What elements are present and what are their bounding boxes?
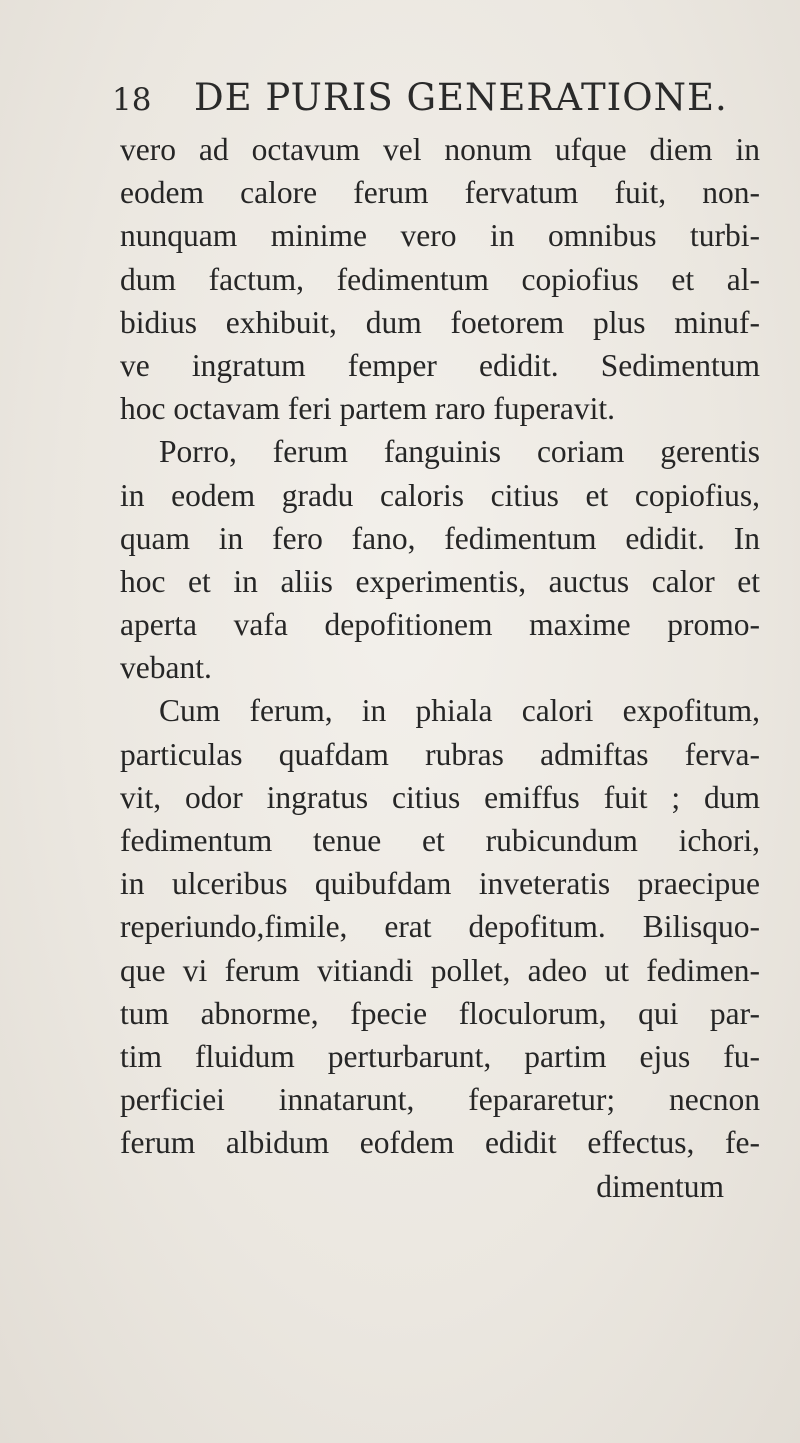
text-line: ferum albidum eofdem edidit effectus, fe-: [120, 1125, 760, 1161]
text-line: nunquam minime vero in omnibus turbi-: [120, 218, 760, 254]
text-line: bidius exhibuit, dum foetorem plus minuf-: [120, 304, 760, 340]
text-line: reperiundo,fimile, erat depofitum. Bilisquo-: [120, 909, 760, 945]
page-number: 18: [112, 82, 152, 118]
text-line: aperta vafa depofitionem maxime promo-: [120, 607, 760, 643]
text-line: hoc octavam feri partem raro fuperavit.: [120, 391, 616, 427]
text-line: fedimentum tenue et rubicundum ichori,: [120, 823, 760, 858]
text-line: ve ingratum femper edidit. Sedimentum: [120, 347, 760, 383]
page-header: [112, 76, 732, 126]
body-text: [120, 128, 760, 1208]
text-line: perficiei innatarunt, fepararetur; necnon: [120, 1082, 760, 1118]
running-title: DE PURIS GENERATIONE.: [194, 76, 728, 119]
text-line: vebant.: [120, 650, 212, 686]
text-line: in eodem gradu caloris citius et copiofius,: [120, 477, 760, 513]
text-line: hoc et in aliis experimentis, auctus calor et: [120, 563, 760, 599]
text-line: Cum ferum, in phiala calori expofitum,: [159, 693, 760, 729]
text-line: Porro, ferum fanguinis coriam gerentis: [159, 434, 760, 470]
text-line: in ulceribus quibufdam inveteratis praecipue: [120, 866, 760, 902]
catchword: dimentum: [596, 1168, 724, 1204]
text-line: vero ad octavum vel nonum ufque diem in: [120, 132, 760, 167]
text-line: dum factum, fedimentum copiofius et al-: [120, 261, 760, 297]
text-line: tim fluidum perturbarunt, partim ejus fu-: [120, 1038, 760, 1074]
text-line: que vi ferum vitiandi pollet, adeo ut fedimen-: [120, 952, 760, 988]
text-line: quam in fero fano, fedimentum edidit. In: [120, 520, 760, 556]
text-line: particulas quafdam rubras admiftas ferva-: [120, 736, 760, 772]
text-line: eodem calore ferum fervatum fuit, non-: [120, 175, 760, 211]
text-line: vit, odor ingratus citius emiffus fuit ; dum: [120, 779, 760, 815]
text-line: tum abnorme, fpecie floculorum, qui par-: [120, 995, 760, 1031]
